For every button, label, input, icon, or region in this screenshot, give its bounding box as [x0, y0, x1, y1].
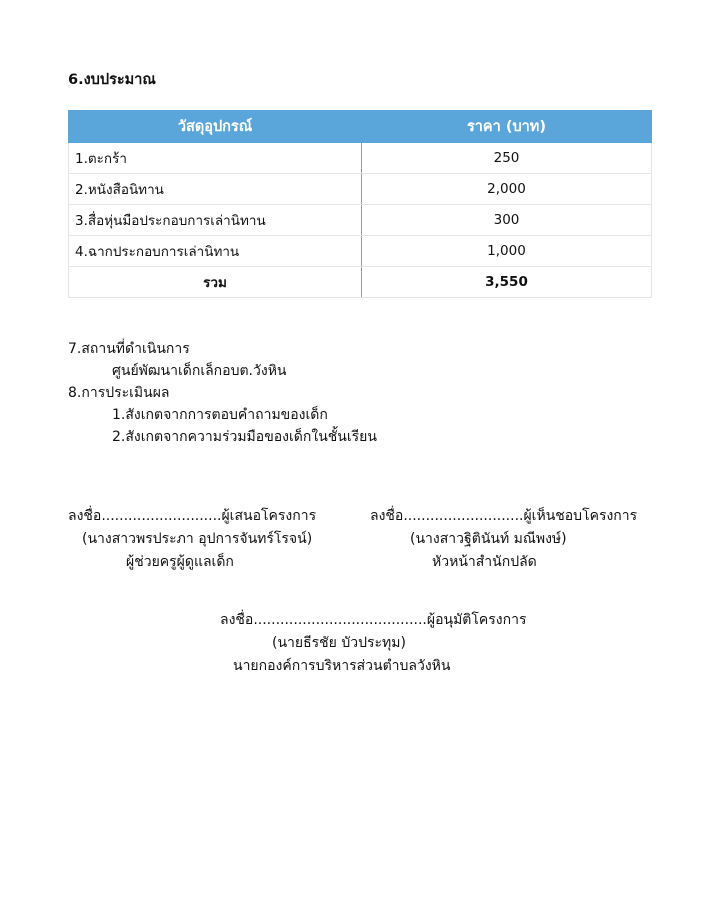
total-price: 3,550 [362, 267, 652, 298]
approver-position: นายกองค์การบริหารส่วนตำบลวังหิน [233, 658, 451, 674]
evaluation-heading: 8.การประเมินผล [68, 385, 170, 401]
endorser-position: หัวหน้าสำนักปลัด [432, 554, 537, 570]
evaluation-item: 1.สังเกตจากการตอบคำถามของเด็ก [112, 407, 328, 423]
column-header-materials: วัสดุอุปกรณ์ [69, 111, 362, 143]
total-label: รวม [69, 267, 362, 298]
price-cell: 1,000 [362, 236, 652, 267]
table-row [69, 174, 652, 205]
item-cell: 4.ฉากประกอบการเล่านิทาน [69, 236, 362, 267]
price-cell: 250 [362, 143, 652, 174]
column-header-price: ราคา (บาท) [362, 111, 652, 143]
table-header-row [69, 111, 652, 143]
endorser-name: (นางสาวฐิตินันท์ มณีพงษ์) [410, 531, 567, 547]
budget-table [68, 110, 652, 298]
table-row [69, 205, 652, 236]
evaluation-item: 2.สังเกตจากความร่วมมือของเด็กในชั้นเรียน [112, 429, 377, 445]
endorser-signature-line: ลงชื่อ...........................ผู้เห็นชอบโครงการ [370, 508, 638, 524]
location-heading: 7.สถานที่ดำเนินการ [68, 341, 190, 357]
total-row [69, 267, 652, 298]
item-cell: 3.สื่อหุ่นมือประกอบการเล่านิทาน [69, 205, 362, 236]
table-row [69, 143, 652, 174]
price-cell: 300 [362, 205, 652, 236]
price-cell: 2,000 [362, 174, 652, 205]
item-cell: 2.หนังสือนิทาน [69, 174, 362, 205]
location-detail: ศูนย์พัฒนาเด็กเล็กอบต.วังหิน [112, 363, 287, 379]
approver-name: (นายธีรชัย บัวประทุม) [272, 635, 406, 651]
approver-signature-line: ลงชื่อ.......................................ผู้อนุมัติโครงการ [220, 612, 527, 628]
proposer-name: (นางสาวพรประภา อุปการจันทร์โรจน์) [82, 531, 313, 547]
proposer-position: ผู้ช่วยครูผู้ดูแลเด็ก [126, 554, 234, 570]
item-cell: 1.ตะกร้า [69, 143, 362, 174]
proposer-signature-line: ลงชื่อ...........................ผู้เสนอโครงการ [68, 508, 317, 524]
table-row [69, 236, 652, 267]
budget-heading: 6.งบประมาณ [68, 72, 156, 88]
